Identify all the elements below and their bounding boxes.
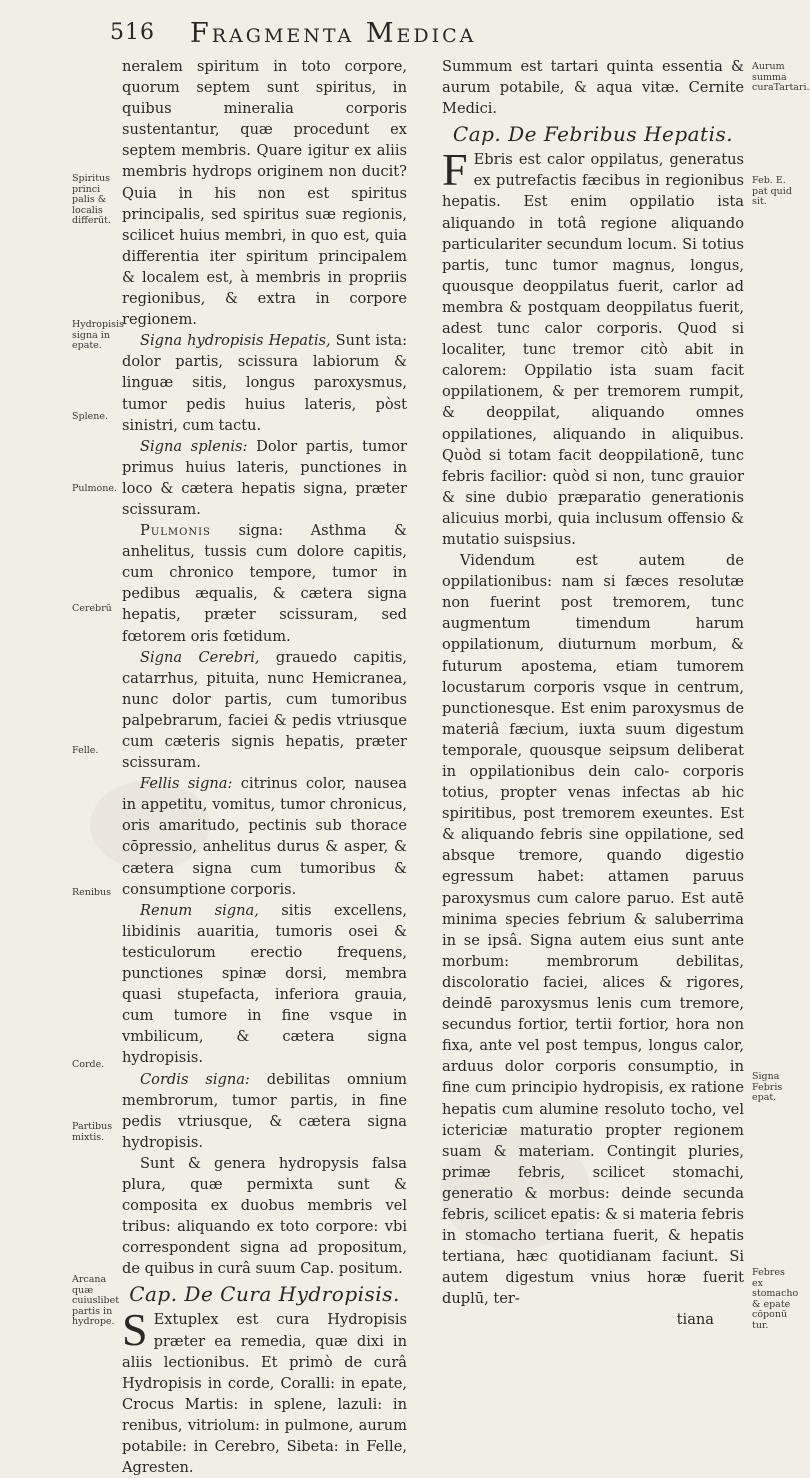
right-column (442, 56, 744, 1331)
section-label-pulmonis: Pulmonis (140, 522, 211, 540)
margin-note-pulmone: Pulmone. (72, 483, 118, 494)
catchword: tiana (676, 1311, 714, 1329)
margin-note-spiritus: Spiritus princi palis & localis differūt. (72, 173, 111, 226)
section-label-renum: Renum signa, (140, 901, 259, 919)
drop-cap-f: F (442, 144, 468, 196)
page-number: 516 (110, 20, 155, 45)
paragraph-splenis-text: Dolor partis, tumor primus huius lateris, punctiones in loco & cætera hepatis signa, præter scissuram. (122, 437, 407, 518)
paragraph-splenis (122, 436, 407, 520)
paragraph-febris (442, 144, 744, 550)
margin-note-cerebrum: Cerebrū (72, 603, 112, 614)
paragraph-hepatis (122, 330, 407, 435)
section-label-fellis: Fellis signa: (140, 775, 233, 793)
chapter-heading-cura-hydropisis: Cap. De Cura Hydropisis. (129, 1282, 400, 1307)
section-label-splenis: Signa splenis: (140, 437, 248, 455)
margin-note-corde: Corde. (72, 1059, 105, 1070)
paragraph-renum-text: sitis excellens, libidinis auaritia, tumoris osei & testiculorum erectio frequens, punctiones spinæ dorsi, membra quasi stupefacta, inferiora grauia, cum tumore in fine vsque in vmbilicum, & cætera signa hydropisis. (122, 901, 408, 1067)
margin-note-arcana: Arcana quæ cuiuslibet partis in hydrope. (72, 1274, 120, 1327)
margin-note-renibus: Renibus (72, 887, 112, 898)
section-label-cerebri: Signa Cerebri, (140, 648, 260, 666)
section-label-hepatis: Signa hydropisis Hepatis, (140, 332, 331, 350)
paragraph-cordis (122, 1069, 407, 1153)
margin-note-febres-compositae: Febres ex stomacho & epate cōponū tur. (752, 1267, 799, 1331)
paragraph-spiritus: neralem spiritum in toto corpore, quorum septem sunt spiritus, in quibus mineralia corporis sustentantur, quæ procedunt ex septem membris. Quare igitur ex aliis membris hydrops originem non ducit? Quia in his non est spiritus principalis, sed spiritus suæ regionis, scilicet huius membri, in quo est, quia differentia iter spiritum principalem & localem est, à membris in propriis regionibus, & extra in corpore regionem. (122, 58, 407, 329)
paragraph-renum (122, 900, 407, 1069)
paragraph-cura-text: Extuplex est cura Hydropisis præter ea remedia, quæ dixi in aliis lectionibus. Et primò de curâ Hydropisis in corde, Coralli: in epate, Crocus Martis: in splene, lazuli: in renibus, vitriolum: in pulmone, aurum potabile: in Cerebro, Sibeta: in Felle, Agresten. (122, 1311, 407, 1477)
paragraph-pulmonis-text: signa: Asthma & anhelitus, tussis cum dolore capitis, cum chronico tempore, tumor in pedibus æqualis, & cætera signa hepatis, præter scissuram, sed fœtorem oris fœtidum. (122, 522, 407, 645)
paragraph-pulmonis (122, 520, 407, 647)
margin-note-aurum: Aurum summa curaTartari. (752, 61, 810, 93)
paragraph-cerebri (122, 647, 407, 774)
running-title: Fragmenta Medica (190, 18, 477, 49)
paragraph-videndum: Videndum est autem de oppilationibus: nam si fæces resolutæ non fuerint post tremorem, tunc augmentum timendum harum oppilationum, diuturnum morbum, & futurum apostema, etiam tumorem locustarum corporis vsque in centrum, punctionesque. Est enim paroxysmus de materiâ fæcium, iuxta suum digestum temporale, quousque seipsum deliberat in oppilationibus dein calo- corporis totius, propter venas infectas ab hic spiritibus, post tremorem exeuntes. Est & aliquando febris sine oppilatione, sed absque tremore, quando digestio egressum habet: attamen paruus paroxysmus cum calore paruo. Est autē minima species febrium & saluberrima in se ipsâ. Signa autem eius sunt ante morbum: membrorum debilitas, discoloratio faciei, alices & rigores, deindē paroxysmus lenis cum tremore, secundus fortior, tertii fortior, hora non fixa, ante vel post tempus, longus calor, arduus dolor corporis consumptio, in fine cum principio hydropisis, ex ratione hepatis cum alumine resoluto tocho, vel ictericiæ maturatio propter regionem suam & materiam. Contingit pluries, primæ febris, scilicet stomachi, generatio & morbus: deinde secunda febris, scilicet epatis: & si materia febris in stomacho tertiana fuerit, & hepatis tertiana, hæc quotidianam faciunt. Si autem digestum vnius horæ fuerit duplū, ter- (442, 552, 744, 1308)
page-header (110, 14, 750, 54)
section-label-cordis: Cordis signa: (140, 1070, 250, 1088)
paragraph-genera: Sunt & genera hydropysis falsa plura, quæ permixta sunt & composita ex duobus membris vel tribus: aliquando ex toto corpore: vbi correspondent signa ad propositum, de quibus in curâ suum Cap. positum. (122, 1154, 407, 1278)
drop-cap-s: S (122, 1304, 148, 1356)
margin-note-febris-epatis: Feb. E. pat quid sit. (752, 175, 792, 207)
margin-note-signa-febris: Signa Febris epat. (752, 1071, 783, 1103)
chapter-heading-febribus-hepatis: Cap. De Febribus Hepatis. (452, 122, 734, 147)
margin-note-felle: Felle. (72, 745, 99, 756)
margin-note-partibus: Partibus mixtis. (72, 1121, 113, 1143)
paragraph-cordis-text: debilitas omnium membrorum, tumor partis, in fine pedis vtriusque, & cætera signa hydropisis. (122, 1070, 407, 1151)
paragraph-fellis-text: citrinus color, nausea in appetitu, vomitus, tumor chronicus, oris amaritudo, pectinis sub thorace cōpressio, anhelitus durus & asper, & cætera signa cum tumoribus & consumptione corporis. (122, 775, 407, 898)
paragraph-febris-text: Ebris est calor oppilatus, generatus ex putrefactis fæcibus in regionibus hepatis. Est enim oppilatio ista aliquando in totâ regione aliquando particulariter secundum locum. Si totius partis, tunc tumor magnus, longus, quousque deoppilatus fuerit, carlor ad membra & postquam deoppilatus fuerit, adest tunc calor corporis. Quod si localiter, tunc tremor citò abit in calorem: Oppilatio ista suam facit oppilationem, & per tremorem rumpit, & deoppilat, aliquando omnes oppilationes, aliquando in aliquibus. Quòd si totam facit deoppilationē, tunc febris facilior: quòd si non, tunc grauior & sine dubio præparatio generationis alicuius morbi, quia inclusum offensio & mutatio suispsius. (442, 151, 744, 548)
paragraph-cerebri-text: grauedo capitis, catarrhus, pituita, nunc Hemicranea, nunc dolor partis, cum tumoribus palpebrarum, faciei & pedis vtriusque cum cæteris signis hepatis, præter scissuram. (122, 648, 407, 772)
paragraph-summum: Summum est tartari quinta essentia & aurum potabile, & aqua vitæ. Cernite Medici. (442, 58, 744, 118)
margin-note-hydropisis: Hydropisis signa in epate. (72, 319, 124, 351)
left-column (122, 56, 407, 1478)
paragraph-fellis (122, 773, 407, 900)
paragraph-cura (122, 1304, 407, 1478)
paragraph-hepatis-text: Sunt ista: dolor partis, scissura labiorum & linguæ sitis, longus paroxysmus, tumor pedis huius lateris, pòst sinistri, cum tactu. (122, 332, 407, 434)
margin-note-splene: Splene. (72, 411, 109, 422)
